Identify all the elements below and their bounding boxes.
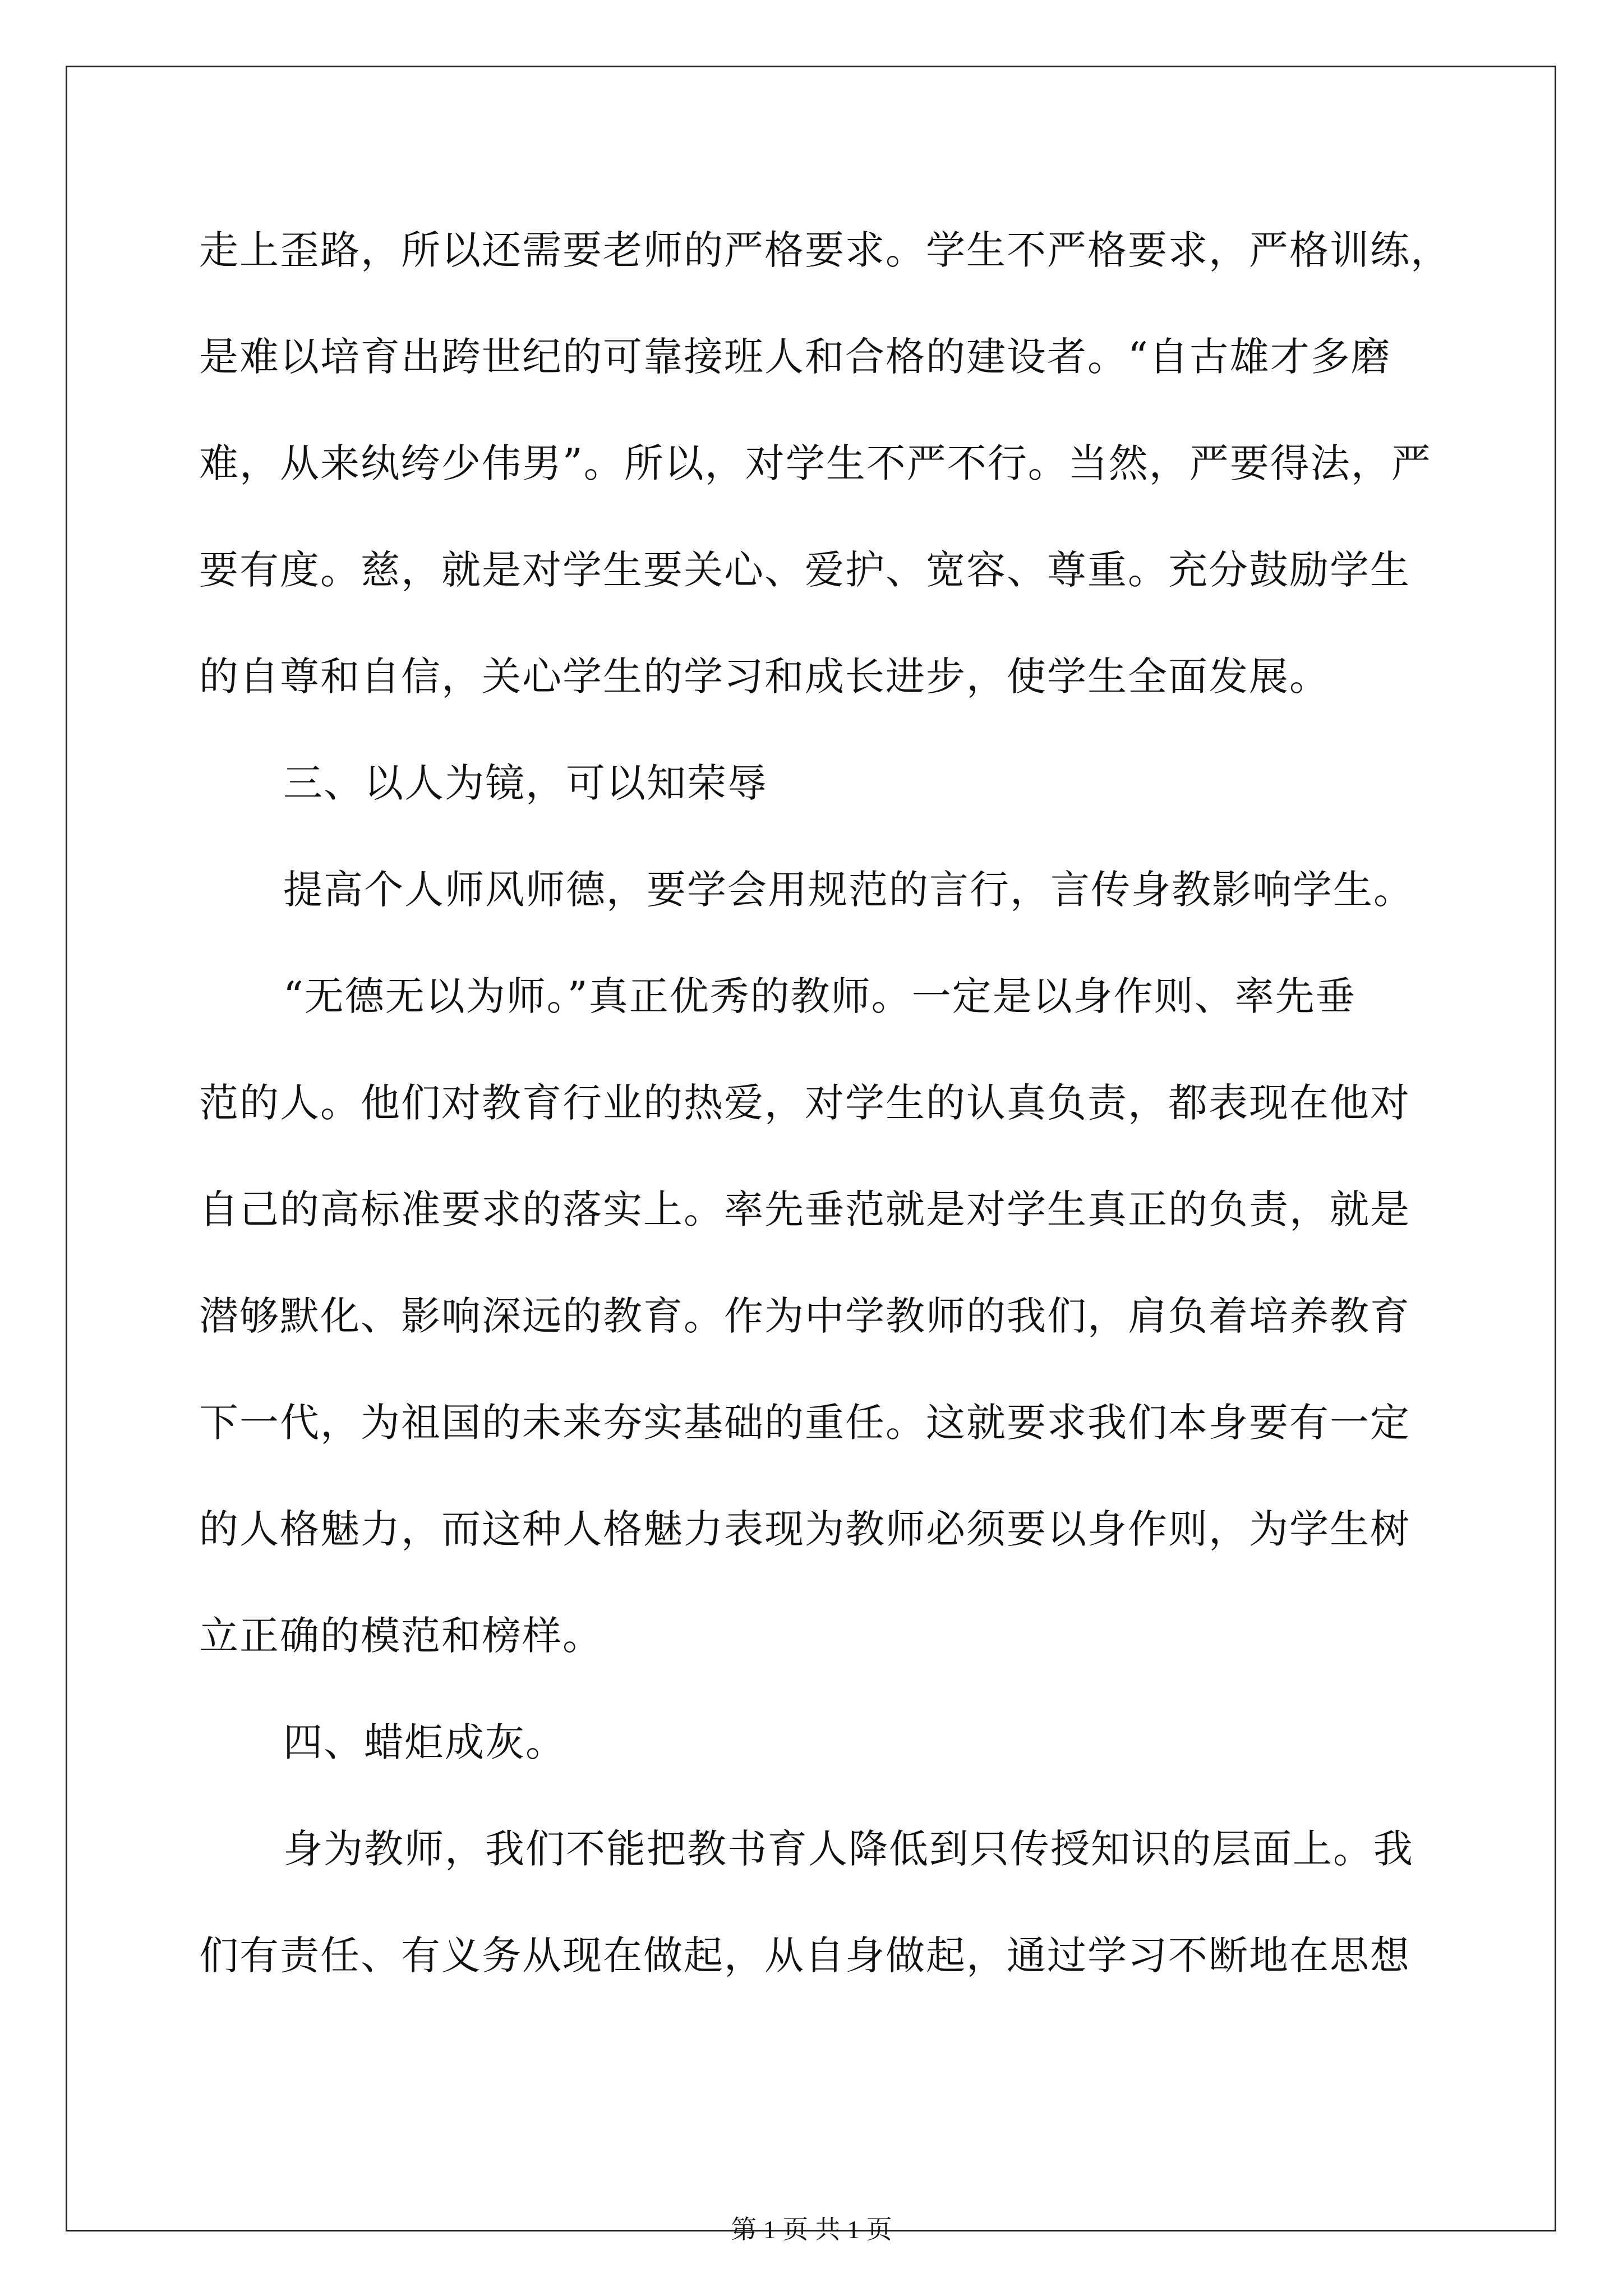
body-line: 下一代，为祖国的未来夯实基础的重任。这就要求我们本身要有一定: [199, 1400, 1410, 1446]
body-line: 是难以培育出跨世纪的可靠接班人和合格的建设者。“自古雄才多磨: [199, 334, 1391, 380]
body-line: 们有责任、有义务从现在做起，从自身做起，通过学习不断地在思想: [199, 1932, 1410, 1978]
body-line: 提高个人师风师德，要学会用规范的言行，言传身教影响学生。: [283, 867, 1414, 913]
body-line: 立正确的模范和榜样。: [199, 1613, 603, 1659]
body-line: 要有度。慈，就是对学生要关心、爱护、宽容、尊重。充分鼓励学生: [199, 547, 1410, 593]
body-line: 潜够默化、影响深远的教育。作为中学教师的我们，肩负着培养教育: [199, 1293, 1410, 1339]
page-border: [66, 66, 1556, 2231]
body-line: 的人格魅力，而这种人格魅力表现为教师必须要以身作则，为学生树: [199, 1506, 1410, 1552]
body-line: 身为教师，我们不能把教书育人降低到只传授知识的层面上。我: [283, 1826, 1414, 1872]
section-heading: 四、蜡炬成灰。: [283, 1719, 566, 1765]
body-line: 自己的高标准要求的落实上。率先垂范就是对学生真正的负责，就是: [199, 1186, 1410, 1232]
body-line: 难，从来纨绔少伟男”。所以，对学生不严不行。当然，严要得法，严: [199, 440, 1432, 486]
body-line: 的自尊和自信，关心学生的学习和成长进步，使学生全面发展。: [199, 654, 1330, 700]
page-number-footer: 第 1 页 共 1 页: [731, 2215, 892, 2244]
body-line: 走上歪路，所以还需要老师的严格要求。学生不严格要求，严格训练，: [199, 227, 1451, 273]
body-line: “无德无以为师。”真正优秀的教师。一定是以身作则、率先垂: [283, 973, 1356, 1019]
section-heading: 三、以人为镜，可以知荣辱: [283, 760, 768, 806]
body-line: 范的人。他们对教育行业的热爱，对学生的认真负责，都表现在他对: [199, 1080, 1410, 1126]
